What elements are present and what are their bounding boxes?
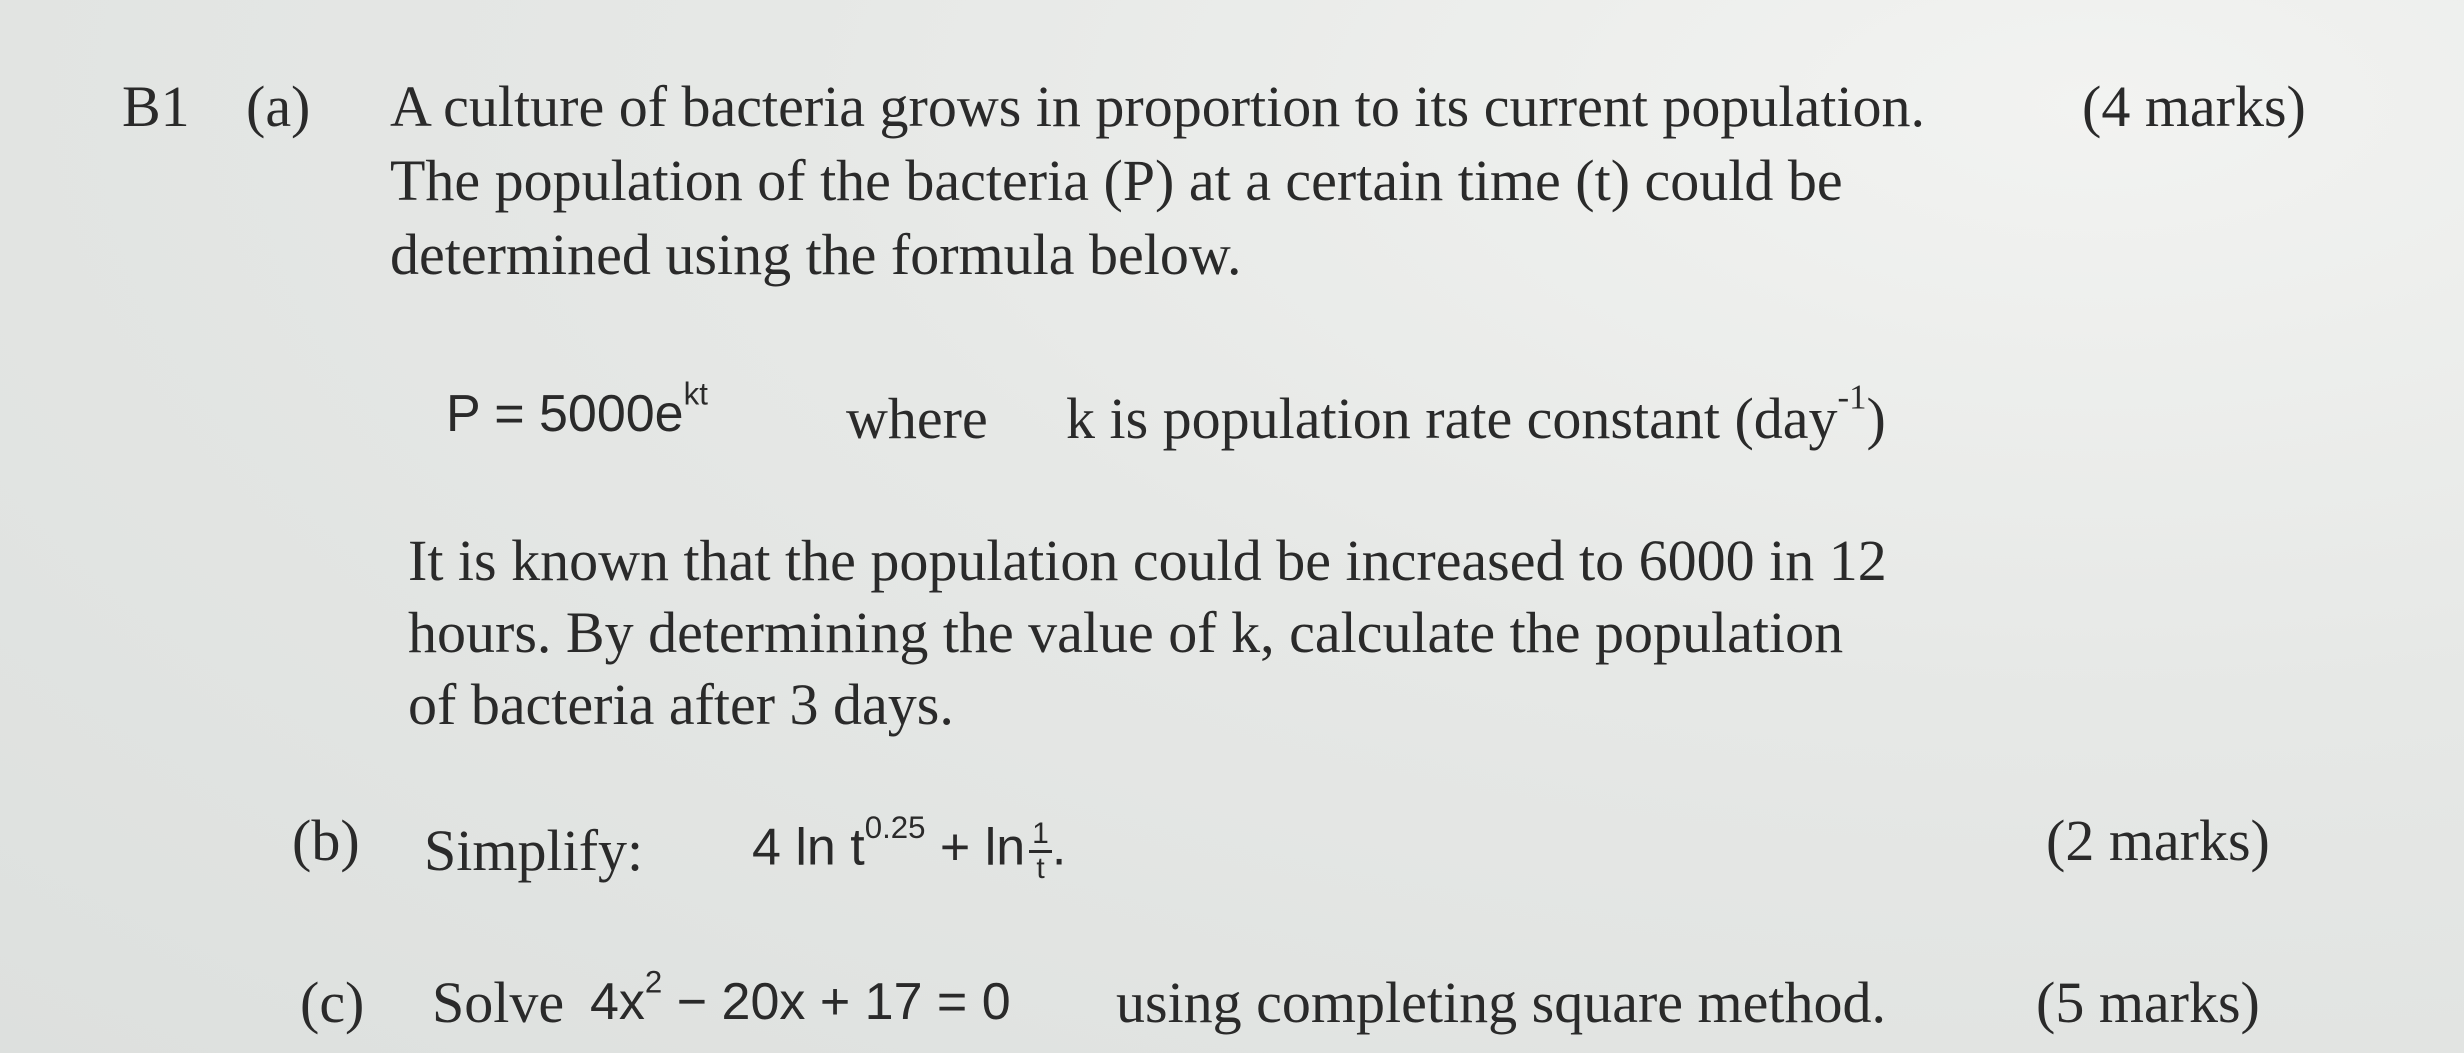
where-word: where (846, 386, 988, 451)
part-b-label: (b) (292, 808, 360, 873)
fraction (1029, 818, 1052, 884)
expr-mid: + ln (925, 818, 1026, 877)
eq-exponent: 2 (644, 964, 663, 1000)
eq-tail: − 20x + 17 = 0 (662, 973, 1011, 1031)
k-definition-text: k is population rate constant (day (1066, 386, 1838, 451)
part-a-line-1: A culture of bacteria grows in proportion to its current population. (390, 74, 1926, 139)
part-c-solve: Solve (432, 970, 565, 1035)
part-c-label: (c) (300, 970, 365, 1035)
expr-exponent: 0.25 (864, 810, 926, 846)
expr-lead: 4 ln t (752, 818, 865, 877)
task-line-2: hours. By determining the value of k, calculate the population (408, 600, 1844, 665)
part-a-line-3: determined using the formula below. (390, 222, 1242, 287)
part-a-label: (a) (246, 74, 311, 139)
question-number: B1 (122, 74, 190, 139)
k-definition-exponent: -1 (1837, 377, 1867, 417)
fraction-numerator: 1 (1029, 818, 1052, 853)
expr-tail: . (1051, 818, 1067, 877)
part-b-marks: (2 marks) (2046, 808, 2270, 873)
part-b-prompt: Simplify: (424, 818, 644, 883)
part-c-equation (590, 964, 1011, 1031)
part-c-method: using completing square method. (1116, 970, 1886, 1035)
part-a-line-2: The population of the bacteria (P) at a certain time (t) could be (390, 148, 1843, 213)
task-line-3: of bacteria after 3 days. (408, 672, 954, 737)
k-definition (1066, 377, 1886, 451)
k-definition-close: ) (1866, 386, 1886, 451)
part-c-marks: (5 marks) (2036, 970, 2260, 1035)
part-a-marks: (4 marks) (2082, 74, 2306, 139)
part-b-expression (752, 810, 1067, 885)
formula-base: P = 5000e (446, 385, 684, 443)
fraction-denominator: t (1036, 851, 1045, 885)
growth-formula (446, 376, 708, 443)
formula-exponent: kt (683, 376, 708, 412)
eq-lead: 4x (590, 973, 645, 1031)
task-line-1: It is known that the population could be increased to 6000 in 12 (408, 528, 1887, 593)
